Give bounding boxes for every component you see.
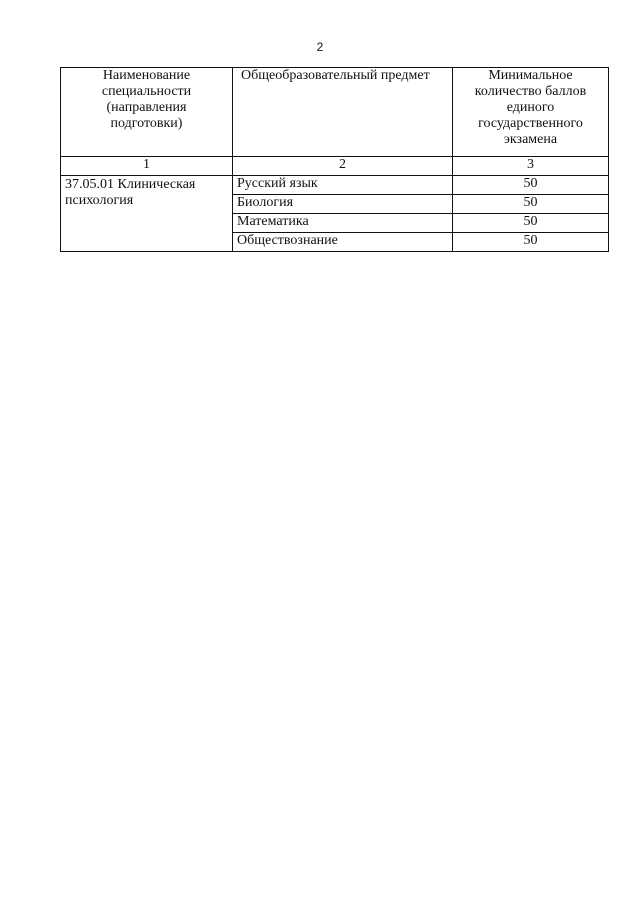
- exam-scores-table: [60, 67, 609, 252]
- header-specialty-line: подготовки): [110, 116, 183, 131]
- page-number: 2: [316, 40, 324, 54]
- specialty-line: 37.05.01 Клиническая: [65, 177, 196, 192]
- score-cell: 50: [453, 176, 609, 195]
- header-score-line: количество баллов: [474, 84, 587, 99]
- header-subject: Общеобразовательный предмет: [233, 68, 453, 157]
- header-min-score: [453, 68, 609, 157]
- header-specialty-line: специальности: [101, 84, 192, 99]
- score-cell: 50: [453, 195, 609, 214]
- header-score-line: государственного: [478, 116, 583, 131]
- specialty-line: психология: [65, 193, 134, 208]
- header-score-line: экзамена: [503, 132, 558, 147]
- column-number: 3: [453, 157, 609, 176]
- header-specialty-line: (направления: [106, 100, 187, 115]
- specialty-cell: [61, 176, 233, 252]
- header-specialty-line: Наименование: [102, 68, 191, 83]
- header-score-line: единого: [506, 100, 555, 115]
- subject-cell: Биология: [233, 195, 453, 214]
- table-header-row: [61, 68, 609, 157]
- header-specialty: [61, 68, 233, 157]
- column-number-row: [61, 157, 609, 176]
- subject-cell: Обществознание: [233, 233, 453, 252]
- column-number: 2: [233, 157, 453, 176]
- score-cell: 50: [453, 233, 609, 252]
- score-cell: 50: [453, 214, 609, 233]
- column-number: 1: [61, 157, 233, 176]
- subject-cell: Русский язык: [233, 176, 453, 195]
- subject-cell: Математика: [233, 214, 453, 233]
- table-row: [61, 176, 609, 195]
- header-score-line: Минимальное: [488, 68, 573, 83]
